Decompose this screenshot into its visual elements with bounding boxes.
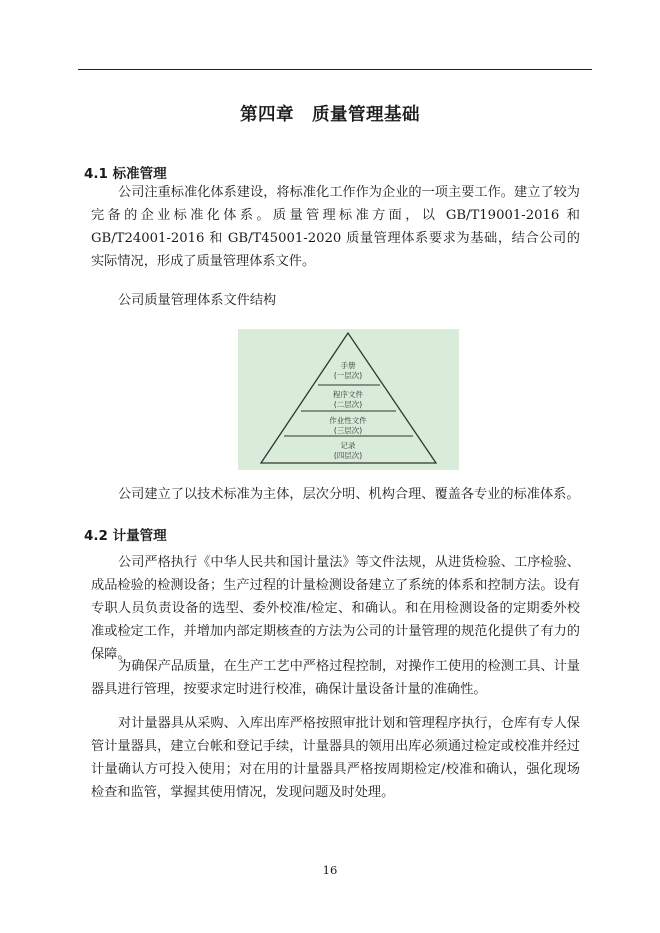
paragraph-metrology-2: 为确保产品质量，在生产工艺中严格过程控制，对操作工使用的检测工具、计量器具进行管理，按要求定时进行校准，确保计量设备计量的准确性。 — [91, 659, 580, 697]
figure-caption: 公司质量管理体系文件结构 — [118, 293, 277, 308]
pyramid-level-3-name: 作业性文件 — [329, 416, 367, 425]
chapter-title: 第四章 质量管理基础 — [240, 105, 420, 125]
page-number: 16 — [322, 863, 338, 877]
paragraph-standard-management: 公司注重标准化体系建设，将标准化工作作为企业的一项主要工作。建立了较为完备的企业标准化体系。质量管理标准方面，以 GB/T19001-2016 和 GB/T24001-2016 和 GB/T45001-2020 质量管理体系要求为基础，结合公司的实际情况，形成了质量管理体系文件。 — [91, 185, 580, 269]
paragraph-metrology-3: 对计量器具从采购、入库出库严格按照审批计划和管理程序执行，仓库有专人保管计量器具，建立台帐和登记手续，计量器具的领用出库必须通过检定或校准并经过计量确认方可投入使用；对在用的计量器具严格按周期检定/校准和确认，强化现场检查和监管，掌握其使用情况，发现问题及时处理。 — [91, 716, 580, 800]
pyramid-level-2-name: 程序文件 — [333, 390, 363, 399]
section-heading-4-2: 4.2 计量管理 — [84, 528, 167, 544]
pyramid-level-4-tier: (四层次) — [333, 451, 363, 460]
paragraph-standard-system: 公司建立了以技术标准为主体，层次分明、机构合理、覆盖各专业的标准体系。 — [118, 487, 580, 502]
paragraph-metrology-1: 公司严格执行《中华人民共和国计量法》等文件法规，从进货检验、工序检验、成品检验的检测设备；生产过程的计量检测设备建立了系统的体系和控制方法。设有专职人员负责设备的选型、委外校准/检定、和确认。和在用检测设备的定期委外校准或检定工作，并增加内部定期核查的方法为公司的计量管理的规范化提供了有力的保障。 — [91, 555, 580, 662]
section-heading-4-1: 4.1 标准管理 — [84, 166, 167, 182]
pyramid-level-3-tier: (三层次) — [333, 426, 363, 435]
pyramid-level-1-name: 手册 — [340, 361, 356, 370]
pyramid-level-2-tier: (二层次) — [333, 400, 363, 409]
pyramid-level-1-tier: (一层次) — [333, 371, 363, 380]
pyramid-level-4-name: 记录 — [340, 441, 356, 450]
header-rule — [78, 69, 592, 70]
quality-system-pyramid-figure — [238, 329, 459, 470]
pyramid-diagram — [238, 329, 459, 470]
